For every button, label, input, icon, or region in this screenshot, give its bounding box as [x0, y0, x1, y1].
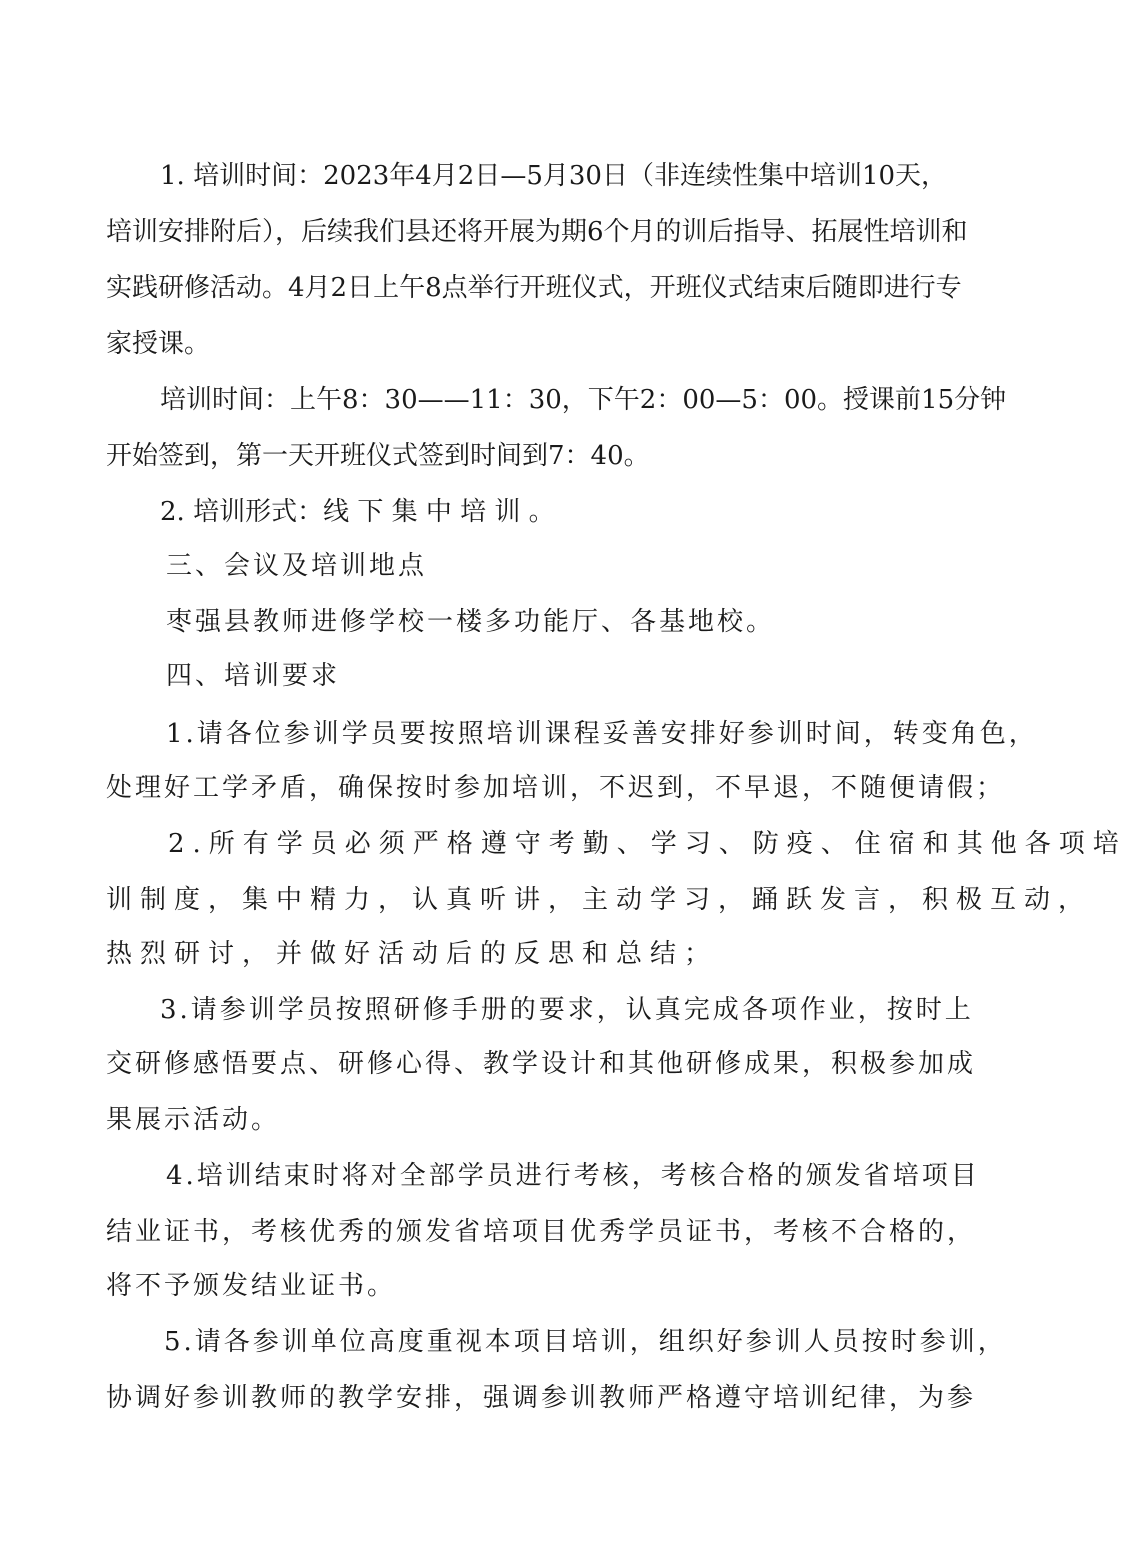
text-line: 培训时间：上午8：30——11：30，下午2：00—5：00。授课前15分钟 [160, 385, 1007, 415]
section-heading: 三、会议及培训地点 [166, 551, 428, 581]
text-line: 家授课。 [106, 329, 211, 359]
text-line: 果展示活动。 [106, 1105, 281, 1135]
text-line: 枣强县教师进修学校一楼多功能厅、各基地校。 [166, 607, 776, 637]
text-line: 2. 培训形式：线 下 集 中 培 训 。 [160, 497, 555, 527]
text-line: 协调好参训教师的教学安排，强调参训教师严格遵守培训纪律，为参 [106, 1383, 977, 1413]
text-line: 2.所有学员必须严格遵守考勤、学习、防疫、住宿和其他各项培 [168, 829, 1127, 859]
text-line: 开始签到，第一天开班仪式签到时间到7：40。 [106, 441, 650, 471]
section-heading: 四、培训要求 [166, 661, 341, 691]
text-line: 4.培训结束时将对全部学员进行考核，考核合格的颁发省培项目 [166, 1161, 980, 1191]
text-line: 热烈研讨，并做好活动后的反思和总结； [106, 939, 719, 969]
text-line: 实践研修活动。4月2日上午8点举行开班仪式，开班仪式结束后随即进行专 [106, 273, 962, 303]
text-line: 1. 培训时间：2023年4月2日—5月30日（非连续性集中培训10天， [160, 161, 948, 191]
text-line: 1.请各位参训学员要按照培训课程妥善安排好参训时间，转变角色， [166, 719, 1038, 749]
text-line: 培训安排附后），后续我们县还将开展为期6个月的训后指导、拓展性培训和 [106, 217, 968, 247]
text-line: 3.请参训学员按照研修手册的要求，认真完成各项作业，按时上 [160, 995, 974, 1025]
text-line: 训制度，集中精力，认真听讲，主动学习，踊跃发言，积极互动， [106, 885, 1093, 915]
text-line: 处理好工学矛盾，确保按时参加培训，不迟到，不早退，不随便请假； [106, 773, 1006, 803]
text-line: 结业证书，考核优秀的颁发省培项目优秀学员证书，考核不合格的， [106, 1217, 977, 1247]
text-line: 将不予颁发结业证书。 [106, 1271, 397, 1301]
text-line: 5.请各参训单位高度重视本项目培训，组织好参训人员按时参训， [164, 1327, 1007, 1357]
text-line: 交研修感悟要点、研修心得、教学设计和其他研修成果，积极参加成 [106, 1049, 977, 1079]
